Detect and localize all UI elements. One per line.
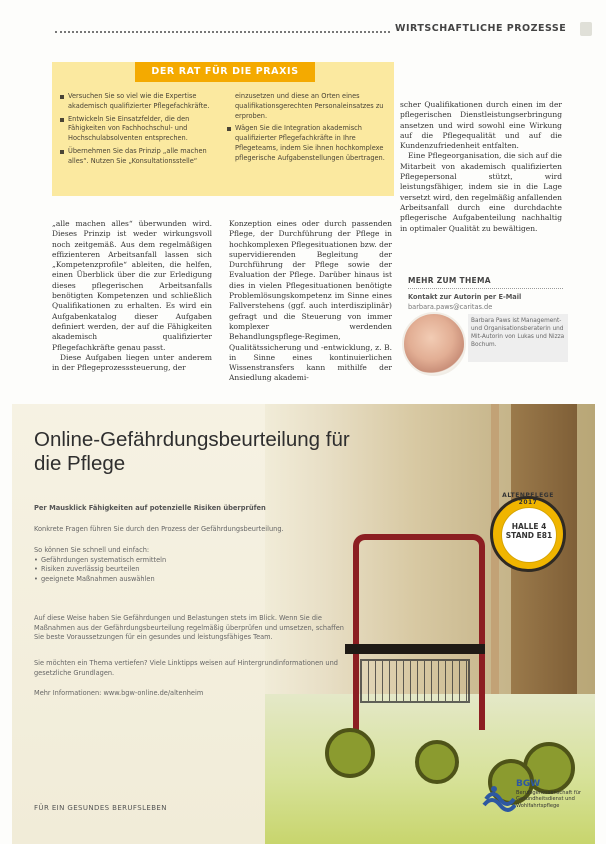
ad-paragraph: Auf diese Weise haben Sie Gefährdungen und Belastungen stets im Blick. Wenn Sie die Maßnahmen aus der Gefährdungsbeurteilung regelmäßig überprüfen und umsetzen, schaffen Sie beste Voraussetzungen für ein gesundes und leistungsfähiges Team. bbox=[34, 614, 344, 642]
article-paragraph: scher Qualifikationen durch einen im der pflegerischen Dienstleistungserbringung ansetzen und wird sowohl eine Wirkung auf die Pflegequalität und auf die Kundenzufriedenheit entfalten. bbox=[400, 100, 562, 151]
more-info-block bbox=[408, 276, 563, 311]
ad-bullet-item: • Gefährdungen systematisch ermitteln bbox=[34, 556, 356, 566]
author-bio: Barbara Paws ist Management- und Organisationsberaterin und Mit-Autorin von Lukas und Nizza Bochum. bbox=[468, 314, 568, 362]
practice-tip-4: Wägen Sie die Integration akademisch qualifizierter Pflegefachkräfte in Ihre Pflegeteams, indem Sie ihnen hochkomplexe pflegerische Aufgabenstellungen übertragen. bbox=[227, 124, 387, 163]
ad-subtitle: Per Mausklick Fähigkeiten auf potenzielle Risiken überprüfen bbox=[34, 504, 266, 512]
ad-more-info-link[interactable]: Mehr Informationen: www.bgw-online.de/altenheim bbox=[34, 689, 204, 697]
article-paragraph: Diese Aufgaben liegen unter anderem in der Pflegeprozesssteuerung, der bbox=[52, 352, 212, 373]
trade-fair-stand: HALLE 4 STAND E81 bbox=[505, 522, 553, 540]
article-paragraph: „alle machen alles“ überwunden wird. Dieses Prinzip ist weder wirkungsvoll noch zeitgemäß. Aus dem regelmäßigen effizienteren Arbeitsanfall lassen sich „Kompetenzprofile“ ableiten, die helfen, einen Überblick über die zur Erledigung dieses pflegerischen Arbeitsanfalls benötigten Kompetenzen und schließlich Qualifikationen zu erhalten. Es wird ein Aufgabenkatalog dieser Aufgaben definiert werden, der auf die Fähigkeiten akademisch qualifizierter Pflegefachkräfte genau passt. bbox=[52, 219, 212, 352]
bgw-name: BGW bbox=[516, 779, 541, 789]
rollator-wheel bbox=[325, 728, 375, 778]
practice-tip-1: Versuchen Sie so viel wie die Expertise akademisch qualifizierter Pflegefachkräfte. bbox=[60, 92, 218, 112]
bgw-description: Berufsgenossenschaft für Gesundheitsdienst und Wohlfahrtspflege bbox=[516, 790, 582, 809]
ad-title: Online-Gefährdungsbeurteilung für die Pflege bbox=[34, 428, 350, 475]
ad-footer-slogan: FÜR EIN GESUNDES BERUFSLEBEN bbox=[34, 804, 167, 812]
ad-list-block bbox=[34, 546, 356, 584]
article-column-2 bbox=[229, 219, 392, 384]
more-info-title: MEHR ZUM THEMA bbox=[408, 276, 563, 289]
rollator-wheel bbox=[415, 740, 459, 784]
more-info-contact-label: Kontakt zur Autorin per E-Mail bbox=[408, 293, 522, 301]
trade-fair-name: ALTENPFLEGE 2017 bbox=[502, 492, 554, 506]
practice-tip-2: Entwickeln Sie Einsatzfelder, die den Fähigkeiten von Fachhochschul- und Hochschulabsolventen entsprechen. bbox=[60, 115, 218, 144]
trade-fair-badge bbox=[490, 492, 566, 572]
practice-tips-column-1 bbox=[60, 92, 218, 170]
advertisement bbox=[12, 404, 595, 844]
ad-list-heading: So können Sie schnell und einfach: bbox=[34, 546, 150, 554]
practice-tips-column-2 bbox=[227, 92, 387, 167]
practice-tip-3: Übernehmen Sie das Prinzip „alle machen alles“. Nutzen Sie „Konsultationsstelle“ bbox=[60, 147, 218, 167]
author-box bbox=[402, 310, 565, 394]
page-folio bbox=[580, 22, 592, 36]
practice-tip-3-continued: einzusetzen und diese an Orten eines qualifikationsgerechten Personaleinsatzes zu erproben. bbox=[235, 92, 384, 120]
header-dotted-rule bbox=[55, 31, 390, 33]
rollator-seat bbox=[345, 644, 485, 654]
ad-bullet-list bbox=[34, 556, 356, 585]
bgw-logo-icon bbox=[482, 779, 516, 813]
practice-tips-box bbox=[52, 62, 394, 196]
article-paragraph: Konzeption eines oder durch passenden Pflege, der Durchführung der Pflege in hochkomplexen Pflegesituationen bzw. der supervidierenden Begleitung der Durchführung der Pflege sowie der Evaluation der Pflege. Darüber hinaus ist dies in vielen Pflegesituationen benötigte Problemlösungskompetenz im Sinne eines Fallverstehens (ggf. auch interdisziplinär) gefragt und die Steuerung von immer komplexer werdenden Behandlungspflege-Regimen, Qualitätssicherung und -entwicklung, z. B. in Sinne eines kontinuierlichen Wissenstransfers kann mithilfe der Ansiedlung akademi- bbox=[229, 219, 392, 383]
article-column-1 bbox=[52, 219, 212, 373]
ad-bullet-item: • geeignete Maßnahmen auswählen bbox=[34, 575, 356, 585]
practice-tips-title: DER RAT FÜR DIE PRAXIS bbox=[135, 62, 315, 82]
rollator-basket bbox=[360, 659, 470, 703]
author-portrait bbox=[402, 312, 466, 376]
ad-bullet-item: • Risiken zuverlässig beurteilen bbox=[34, 565, 356, 575]
trade-fair-badge-inner bbox=[501, 507, 557, 563]
bgw-logo bbox=[482, 779, 592, 839]
article-column-3 bbox=[400, 100, 562, 234]
more-info-email[interactable]: barbara.paws@caritas.de bbox=[408, 303, 493, 311]
ad-paragraph: Sie möchten ein Thema vertiefen? Viele Linktipps weisen auf Hintergrundinformationen und gesetzliche Grundlagen. bbox=[34, 659, 338, 677]
article-paragraph: Eine Pflegeorganisation, die sich auf die Mitarbeit von akademisch qualifizierten Pflegepersonal stützt, wird leistungsfähiger, indem sie in die Lage versetzt wird, den regelmäßig anfallenden Arbeitsanfall durch eine durchdachte pflegerische Aufgabenteilung nachhaltig in optimaler Qualität zu bewältigen. bbox=[400, 151, 562, 233]
ad-intro: Konkrete Fragen führen Sie durch den Prozess der Gefährdungsbeurteilung. bbox=[34, 525, 284, 533]
section-title: WIRTSCHAFTLICHE PROZESSE bbox=[395, 23, 567, 34]
